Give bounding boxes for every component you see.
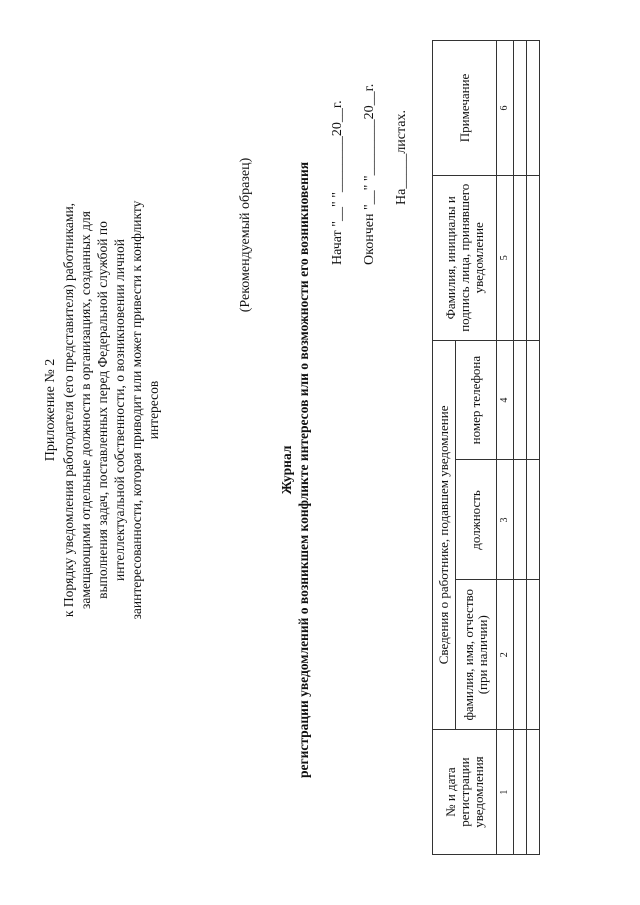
finished-date: Окончен "__" "________20__г. xyxy=(362,83,377,265)
journal-table xyxy=(432,40,540,855)
table-row xyxy=(514,41,527,855)
table-cell xyxy=(527,175,540,340)
journal-subtitle: регистрации уведомлений о возникшем конфликте интересов или о возможности его возникновения xyxy=(296,161,311,779)
column-number: 3 xyxy=(497,460,514,580)
header-cell-receiver: Фамилия, инициалы и подпись лица, принявшего уведомление xyxy=(433,175,497,340)
table-cell xyxy=(527,340,540,460)
column-number: 2 xyxy=(497,580,514,730)
table-cell xyxy=(514,580,527,730)
header-cell-note: Примечание xyxy=(433,41,497,176)
header-cell-full-name: фамилия, имя, отчество (при наличии) xyxy=(455,580,496,730)
table-number-row xyxy=(497,41,514,855)
appendix-line: интересов xyxy=(146,380,161,440)
appendix-header xyxy=(42,100,162,720)
table-cell xyxy=(527,460,540,580)
table-cell xyxy=(514,460,527,580)
recommended-sample-label: (Рекомендуемый образец) xyxy=(238,157,253,313)
started-date: Начат "__" "________20__г. xyxy=(330,100,345,265)
header-cell-registration: № и дата регистрации уведомления xyxy=(433,730,497,855)
column-number: 6 xyxy=(497,41,514,176)
appendix-line: выполнения задач, поставленных перед Федеральной службой по xyxy=(95,221,110,599)
appendix-title: Приложение № 2 xyxy=(43,358,58,462)
header-cell-phone: номер телефона xyxy=(455,340,496,460)
table-row xyxy=(527,41,540,855)
appendix-line: замещающими отдельные должности в организациях, созданных для xyxy=(78,211,93,609)
header-cell-employee-info: Сведения о работнике, подавшем уведомление xyxy=(433,340,456,729)
appendix-line: к Порядку уведомления работодателя (его представителя) работниками, xyxy=(61,202,76,618)
table-cell xyxy=(527,580,540,730)
journal-title-block xyxy=(278,95,312,845)
table-cell xyxy=(514,41,527,176)
table-cell xyxy=(514,730,527,855)
journal-dates xyxy=(322,15,418,265)
table-cell xyxy=(514,175,527,340)
table-cell xyxy=(527,41,540,176)
table-cell xyxy=(527,730,540,855)
column-number: 1 xyxy=(497,730,514,855)
column-number: 4 xyxy=(497,340,514,460)
appendix-line: заинтересованности, которая приводит или может привести к конфликту xyxy=(129,200,144,620)
table-cell xyxy=(514,340,527,460)
appendix-line: интеллектуальной собственности, о возникновении личной xyxy=(112,239,127,582)
journal-title: Журнал xyxy=(279,445,294,495)
sheets-count: На_____листах. xyxy=(394,109,409,205)
header-cell-position: должность xyxy=(455,460,496,580)
table-header-row xyxy=(433,41,456,855)
column-number: 5 xyxy=(497,175,514,340)
